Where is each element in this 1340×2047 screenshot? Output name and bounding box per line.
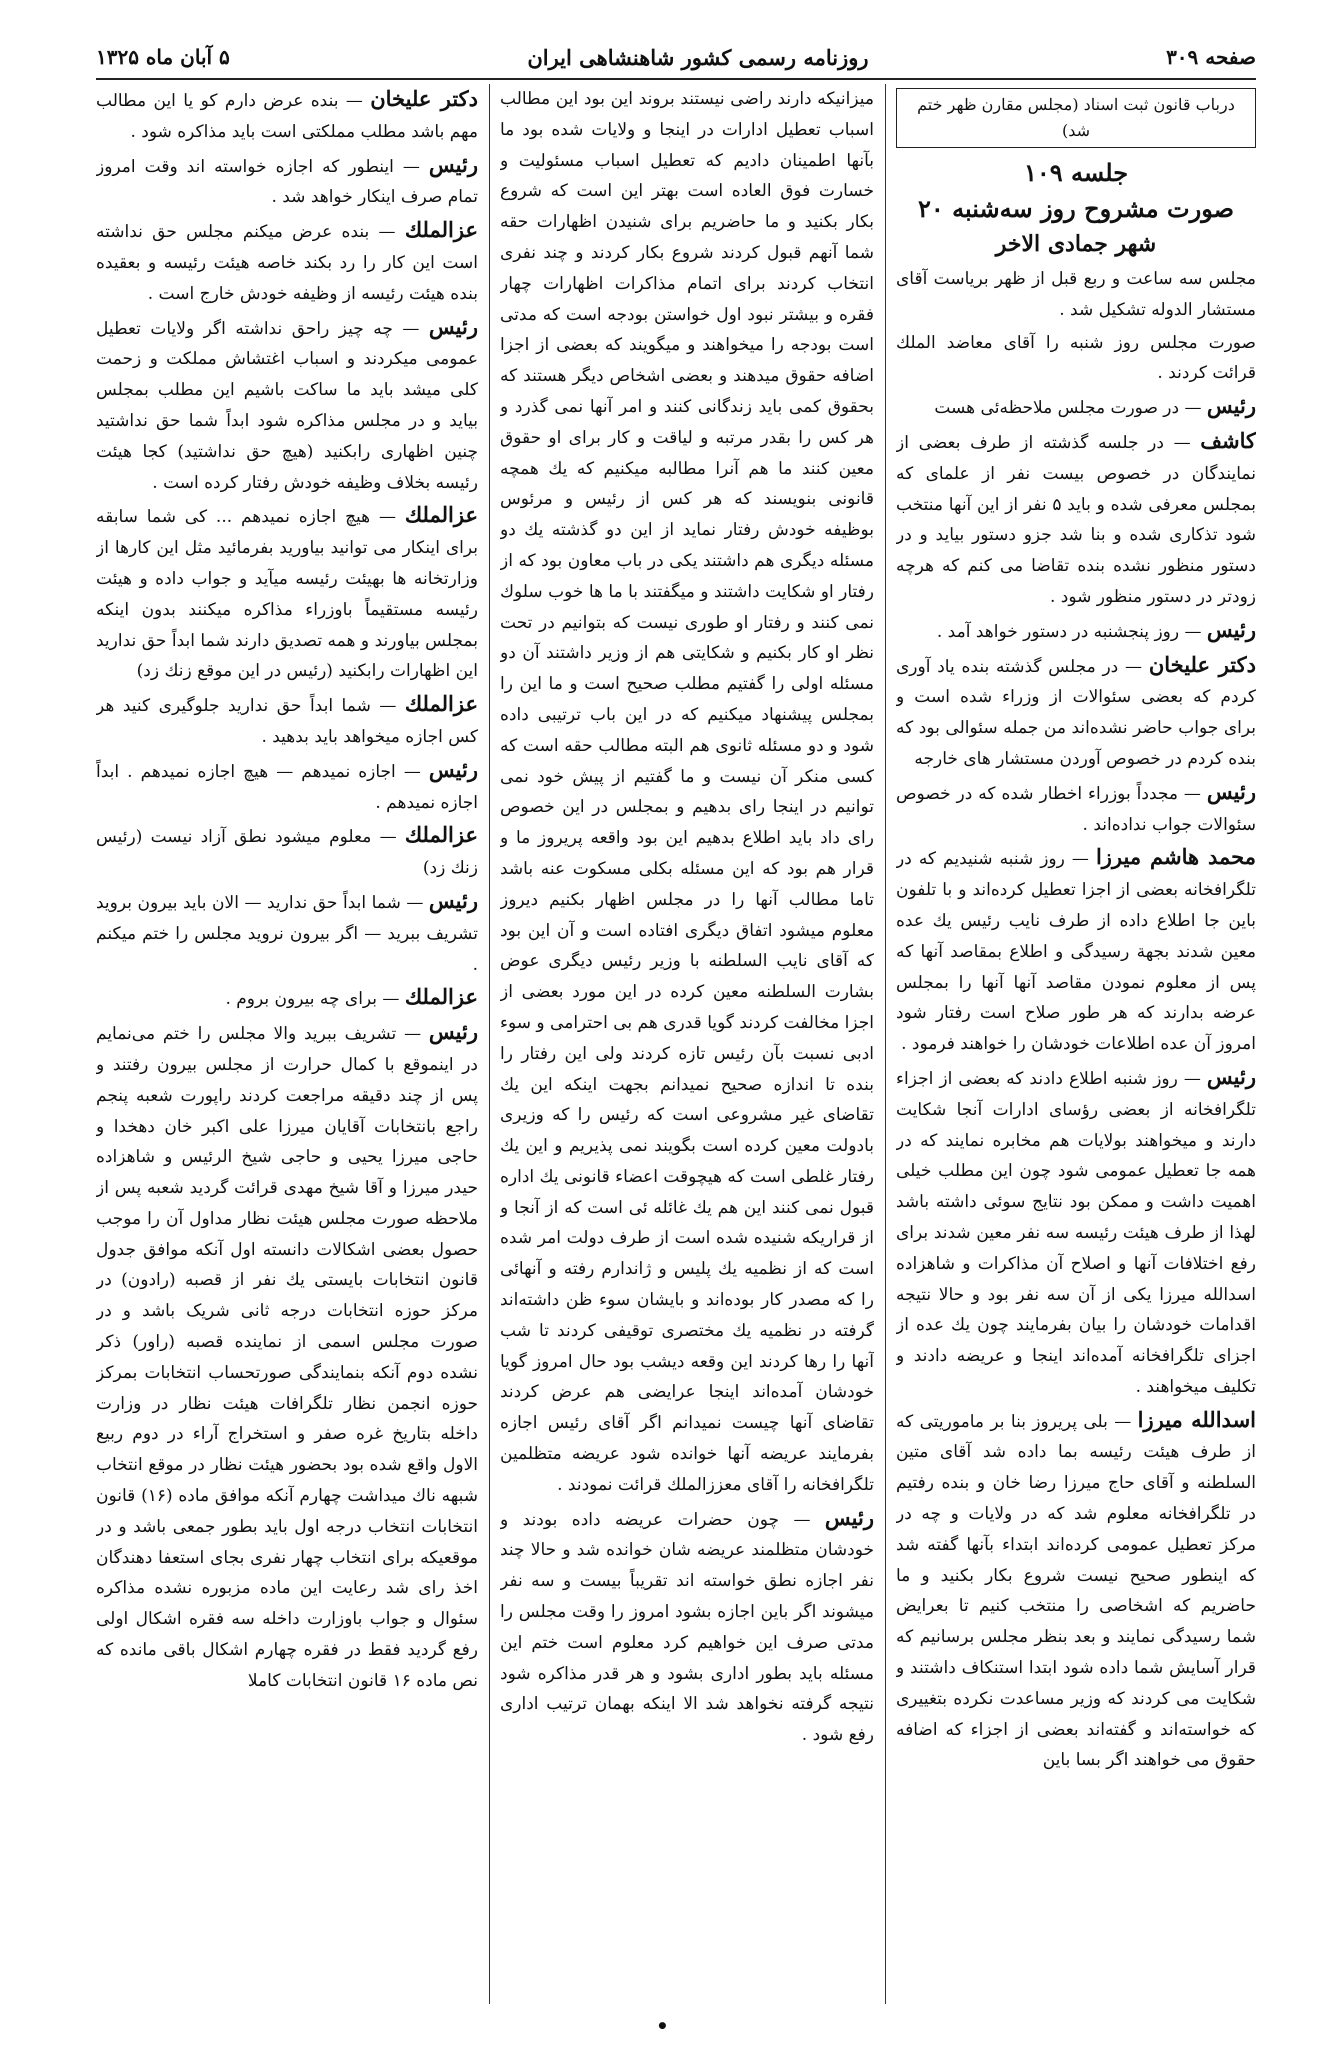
paragraph-text: — معلوم میشود نطق آزاد نیست (رئیس زنك زد) xyxy=(96,827,478,879)
speaker-name: رئیس xyxy=(1206,616,1256,642)
paragraph-text: میزانیکه دارند راضی نیستند بروند این بود این مطالب اسباب تعطیل ادارات در اینجا و ولایات شده بود ما بآنها اطمینان دادیم که تعطیل اسباب مسئولیت و خسارت فوق العاده است بهتر این است که شروع بکار بکنید و ما حاضریم برای شنیدن اظهارات حقه شما آنهم قبول کردند شروع بکار کردند و چند نفری انتخاب کردند برای اتمام مذاکرات اظهارات چهار فقره و بیشتر نبود اول خواستن بودجه است که مدتی است بودجه را میخواهند و میگویند که بعضی از اجزا اضافه حقوق میدهند و بعضی اشخاص دیگر هستند که بحقوق کمی باید زندگانی کنند و امر آنها نمی گذرد و هر کس را بقدر مرتبه و لیاقت و کار برای او حقوق معین کنند ما هم آنرا مطالبه میکنیم که یك همچه قانونی بنویسند که هر کس از رئیس و مرئوس بوظیفه خودش رفتار نماید از این دو گذشته یك دو مسئله دیگری هم داشتند یکی در باب معاون بود که از رفتار او شکایت داشتند و میگفتند با ما ها خوب سلوك نمی کنند و رفتار او طوری نیست که بتوانیم در تحت نظر او کار بکنیم و شکایتی هم از وزیر داشتند آن دو مسئله اولی را گفتیم مطلب صحیح است و ما این را بمجلس پیشنهاد میکنیم که در این باب ترتیبی داده شود و دو مسئله ثانوی هم البته مطالب حقه است که کسی منکر آن نیست و ما گفتیم از پیش خود نمی توانیم در اینجا رای بدهیم و بمجلس در این خصوص رای داد باید اطلاع بدهیم این بود واقعه پریروز ما و قرار هم بود که این مسئله بکلی مسکوت عنه باشد تاما مطالب آنها را در مجلس اظهار بکنیم دیروز معلوم میشود اتفاق دیگری افتاده است و آن این بود که آقای نایب السلطنه با وزیر رئیس دیگری عوض بشارت السلطنه معین کرده در این مورد بعضی از اجزا مخالفت کردند گویا قدری هم بی احترامی و سوء ادبی نسبت بآن رئیس تازه کردند ولی این رفتار را بنده تا اندازه صحیح نمیدانم بجهت اینکه این یك تقاضای غیر مشروعی است که رئیس را که وزیری بادولت معین کرده است بگویند نمی پذیریم و این یك رفتار غلطی است که هیچوقت اعضاء قانونی یك اداره قبول نمی کنند این هم یك غائله ئی است که از آنجا و از قراریکه شنیده شده است از طرف دولت امر شده است که از نظمیه یك پلیس و ژاندارم رفته و آنهائی را که مصدر کار بوده‌اند و بایشان سوء ظن داشته‌اند گرفته در نظمیه یك مختصری توقیفی کردند تا شب آنها را رها کردند این وقعه دیشب بود حال امروز گویا خودشان آمده‌اند اینجا عرایضی هم عرض کردند تقاضای آنها چیست نمیدانم اگر آقای رئیس اجازه بفرمایند عریضه آنها خوانده شود عریضه متظلمین تلگرافخانه را آقای معززالملك قرائت نمودند . xyxy=(500,89,874,1495)
paragraph-text: — مجدداً بوزراء اخطار شده که در خصوص سئوالات جواب نداده‌اند . xyxy=(896,783,1256,835)
paragraph xyxy=(96,982,478,1015)
paragraph xyxy=(96,500,478,687)
column-divider xyxy=(489,84,490,2004)
paragraph xyxy=(96,689,478,753)
paragraph xyxy=(896,391,1256,424)
left-column xyxy=(96,84,478,2004)
speaker-name: عزالملك xyxy=(404,502,478,528)
speaker-name: رئیس xyxy=(1206,393,1256,419)
speaker-name: دکتر علیخان xyxy=(370,86,478,111)
paragraph-text: — بنده عرض میکنم مجلس حق نداشته است این کار را رد بکند خاصه هیئت رئیسه و بعقیده بنده هیئت رئیسه از وظیفه خودش خارج است . xyxy=(96,222,478,304)
paragraph xyxy=(896,1405,1256,1777)
paragraph-text: — هیچ اجازه نمیدهم ... کی شما سابقه برای اینکار می توانید بیاورید بفرمائید مثل این کارها از وزارتخانه ها بهیئت رئیسه میآید و جواب داده و هیئت رئیسه مستقیماً باوزراء مذاکره میکنند بدون اینکه بمجلس بیاورند و همه تصدیق دارند شما ابداً حق ندارید این اظهارات رابکنید (رئیس در این موقع زنك زد) xyxy=(96,507,478,682)
paragraph-text: — در صورت مجلس ملاحظه‌ئی هست xyxy=(934,398,1207,419)
left-column-body xyxy=(96,84,478,1697)
speaker-name: رئیس xyxy=(1206,1063,1256,1089)
speaker-name: رئیس xyxy=(824,1504,874,1530)
paragraph xyxy=(96,215,478,309)
page-header xyxy=(96,36,1256,80)
paragraph xyxy=(896,777,1256,841)
right-column-body xyxy=(896,264,1256,1776)
paragraph-text: — بنده عرض دارم کو یا این مطالب مهم باشد مطلب مملکتی است باید مذاکره شود . xyxy=(96,91,478,142)
paragraph-text: — روز پنجشنبه در دستور خواهد آمد . xyxy=(936,621,1207,642)
paragraph xyxy=(896,842,1256,1060)
paragraph-text: مجلس سه ساعت و ربع قبل از ظهر بریاست آقای مستشار الدوله تشکیل شد . xyxy=(896,269,1256,320)
paragraph xyxy=(896,1062,1256,1403)
paragraph xyxy=(500,84,874,1501)
session-date: شهر جمادی الاخر xyxy=(995,231,1157,257)
paragraph xyxy=(96,755,478,819)
paragraph-text: — اجازه نمیدهم — هیچ اجازه نمیدهم . ابداً اجازه نمیدهم . xyxy=(96,761,478,813)
paragraph xyxy=(96,312,478,499)
column-divider xyxy=(885,84,886,2004)
middle-column-body xyxy=(500,84,874,1751)
speaker-name: رئیس xyxy=(428,756,478,782)
page-number: صفحه ۳۰۹ xyxy=(1166,45,1256,69)
paragraph-text: — برای چه بیرون بروم . xyxy=(225,989,405,1010)
paragraph-text: — شما ابداً حق ندارید — الان باید بیرون بروید تشریف ببرید — اگر بیرون نروید مجلس را ختم میکنم . xyxy=(96,892,478,975)
session-number: جلسه ۱۰۹ xyxy=(1023,158,1129,187)
paragraph-text: — روز شنبه شنیدیم که در تلگرافخانه بعضی از اجزا تعطیل کرده‌اند و با تلفون باین جا اطلاع داده از طرف نایب رئیس یك عده معین شدند بجهة رسیدگی و اطلاع بمقاصد آنها که پس از معلوم نمودن مقاصد آنها آنها را بمجلس عرضه بدارند که هر طور صلاح است رفتار شود امروز آن عده اطلاعات خودشان را خواهند فرمود . xyxy=(896,849,1256,1055)
paragraph xyxy=(896,426,1256,613)
speaker-name: رئیس xyxy=(428,151,478,177)
speaker-name: محمد هاشم میرزا xyxy=(1095,844,1256,870)
paragraph-text: — چون حضرات عریضه داده بودند و خودشان متظلمند عریضه شان خوانده شد و حالا چند نفر اجازه نطق خواسته اند تقریباً بیست و سه نفر میشوند اگر باین اجازه بشود امروز را وقت مجلس را مدتی صرف این خواهیم کرد معلوم است ختم این مسئله باید بطور اداری بشود و هر قدر مذاکره شود نتیجه گرفته نخواهد شد الا اینکه بهمان ترتیب اداری رفع شود . xyxy=(500,1509,874,1746)
notice-box: درباب قانون ثبت اسناد (مجلس مقارن ظهر ختم شد) xyxy=(896,88,1256,148)
speaker-name: رئیس xyxy=(1206,778,1256,804)
speaker-name: رئیس xyxy=(428,1019,478,1045)
paragraph-text: — تشریف ببرید والا مجلس را ختم می‌نمایم در اینموقع با کمال حرارت از مجلس بیرون رفتند و پس از چند دقیقه مراجعت کردند راپورت شعبه پنجم راجع بانتخابات آقایان میرزا علی اکبر خان دهخدا و حاجی میرزا یحیی و حاجی شیخ الرئیس و شاهزاده حیدر میرزا و آقا شیخ مهدی قرائت گردید شعبه پس از ملاحظه صورت مجلس هیئت نظار مداول آن را موجب حصول بعضی اشکالات دانسته اول آنکه موافق جدول قانون انتخابات بایستی یك نفر از قصبه (رادون) در مرکز حوزه انتخابات درجه ثانی شریک باشد و در صورت مجلس اسمی از نماینده قصبه (راور) ذکر نشده دوم آنکه بنمایندگی صورتحساب انتخابات بمرکز حوزه انجمن نظار تلگرافات هیئت نظار در وزارت داخله بتاریخ غره صفر و استخراج آراء در دوم ربیع الاول واقع شده بود بحضور هیئت نظار در موقع انتخاب شبهه ناك میداشت چهارم آنکه موافق ماده (۱۶) قانون انتخابات انتخاب درجه اول باید بطور جمعی باشد و در موقعیکه برای انتخاب چهار نفری بجای استعفا دهندگان اخذ رای شد رعایت این ماده مزبوره نشده مذاکره سئوال و جواب باوزارت داخله سه فقره اشکال اولی رفع گردید فقط در فقره چهارم اشکال باقی مانده که نص ماده ۱۶ قانون انتخابات کاملا xyxy=(96,1024,478,1691)
speaker-name: عزالملك xyxy=(404,691,478,717)
page-bottom-mark: • xyxy=(656,2014,669,2038)
speaker-name: کاشف xyxy=(1200,427,1256,453)
paragraph-text: — در جلسه گذشته از طرف بعضی از نمایندگان در خصوص بیست نفر از علمای که بمجلس معرفی شده و باید ۵ نفر از این آنها منتخب شود تذکاری شده و بنا شد جزو دستور بیاید و در دستور منظور نشده بنده تقاضا می کنم که هرچه زودتر در دستور منظور شود . xyxy=(896,432,1256,607)
speaker-name: اسدالله میرزا xyxy=(1137,1406,1256,1432)
paragraph xyxy=(896,264,1256,326)
paragraph xyxy=(896,615,1256,648)
paragraph-text: — در مجلس گذشته بنده یاد آوری کردم که بعضی سئوالات از وزراء شده است و برای جواب حاضر نشده‌اند من جمله سئوالی بود که بنده کردم در خصوص آوردن مستشار های خارجه xyxy=(896,656,1256,769)
middle-column xyxy=(500,84,874,2004)
session-title: صورت مشروح روز سه‌شنبه ۲۰ xyxy=(918,194,1234,223)
speaker-name: رئیس xyxy=(428,887,478,913)
paragraph-text: — بلی پریروز بنا بر ماموریتی که از طرف هیئت رئیسه بما داده شد آقای متین السلطنه و آقای حاج میرزا رضا خان و بنده رفتیم در تلگرافخانه معلوم شد که در ولایات و چه در مرکز تعطیل عمومی کرده‌اند ابتداء بآنها گفته شد که اینطور صحیح نیست شروع بکار بکنید و ما حاضریم که اشخاصی را منتخب کنیم تا بعرایض شما رسیدگی نمایند و بعد بنظر مجلس برسانیم که قرار آسایش شما داده شود ابتدا استنکاف داشتند و شکایت می کردند که وزیر مساعدت نکرده بتغییری که خواسته‌اند و گفته‌اند بعضی از اجزاء که اضافه حقوق می خواهند اگر بسا باین xyxy=(896,1411,1256,1771)
paragraph xyxy=(96,820,478,884)
columns-area xyxy=(96,84,1256,2004)
paragraph-text: — چه چیز راحق نداشته اگر ولایات تعطیل عمومی میکردند و اسباب اغتشاش مملکت و زحمت کلی میشد باید ما ساکت باشیم این مطلب بمجلس بیاید و در مجلس مذاکره شود ابداً شما حق نداشتید چنین اظهاری رابکنید (هیچ حق نداشتید) کجا هیئت رئیسه بخلاف وظیفه خودش رفتار کرده است . xyxy=(96,318,478,493)
speaker-name: عزالملك xyxy=(404,984,478,1010)
paragraph xyxy=(500,1503,874,1751)
speaker-name: عزالملك xyxy=(404,822,478,848)
paragraph-text: — شما ابداً حق ندارید جلوگیری کنید هر کس اجازه میخواهد باید بدهید . xyxy=(96,696,478,747)
speaker-name: عزالملك xyxy=(404,217,478,243)
paragraph xyxy=(896,328,1256,390)
paragraph xyxy=(96,150,478,214)
paragraph xyxy=(96,1017,478,1697)
paragraph-text: — روز شنبه اطلاع دادند که بعضی از اجزاء تلگرافخانه از بعضی رؤسای ادارات آنجا شکایت دارند و میخواهند بولایات هم مخابره نمایند که در همه جا تعطیل عمومی شود چون این مطلب خیلی اهمیت داشت و ممکن بود نتایج سوئی داشته باشد لهذا از طرف هیئت رئیسه سه نفر معین شدند برای رفع اختلافات آنها و اصلاح آن مذاکرات و شاهزاده اسدالله میرزا یکی از آن سه نفر بود و حالا نتیجه اقدامات خودشان را بیان بفرمایند چون یك عده از اجزای تلگرافخانه آمده‌اند اینجا و عریضه دادند و تکلیف میخواهند . xyxy=(896,1068,1256,1397)
speaker-name: رئیس xyxy=(428,313,478,339)
speaker-name: دکتر علیخان xyxy=(1148,651,1256,677)
paragraph-text: — اینطور که اجازه خواسته اند وقت امروز تمام صرف اینکار خواهد شد . xyxy=(96,156,478,208)
right-column xyxy=(896,84,1256,2004)
paragraph xyxy=(96,84,478,148)
paragraph xyxy=(96,886,478,980)
issue-date: ۵ آبان ماه ۱۳۲۵ xyxy=(96,45,230,69)
paragraph xyxy=(896,650,1256,775)
newspaper-title: روزنامه رسمی کشور شاهنشاهی ایران xyxy=(527,44,869,70)
paragraph-text: صورت مجلس روز شنبه را آقای معاضد الملك قرائت کردند . xyxy=(896,332,1256,384)
